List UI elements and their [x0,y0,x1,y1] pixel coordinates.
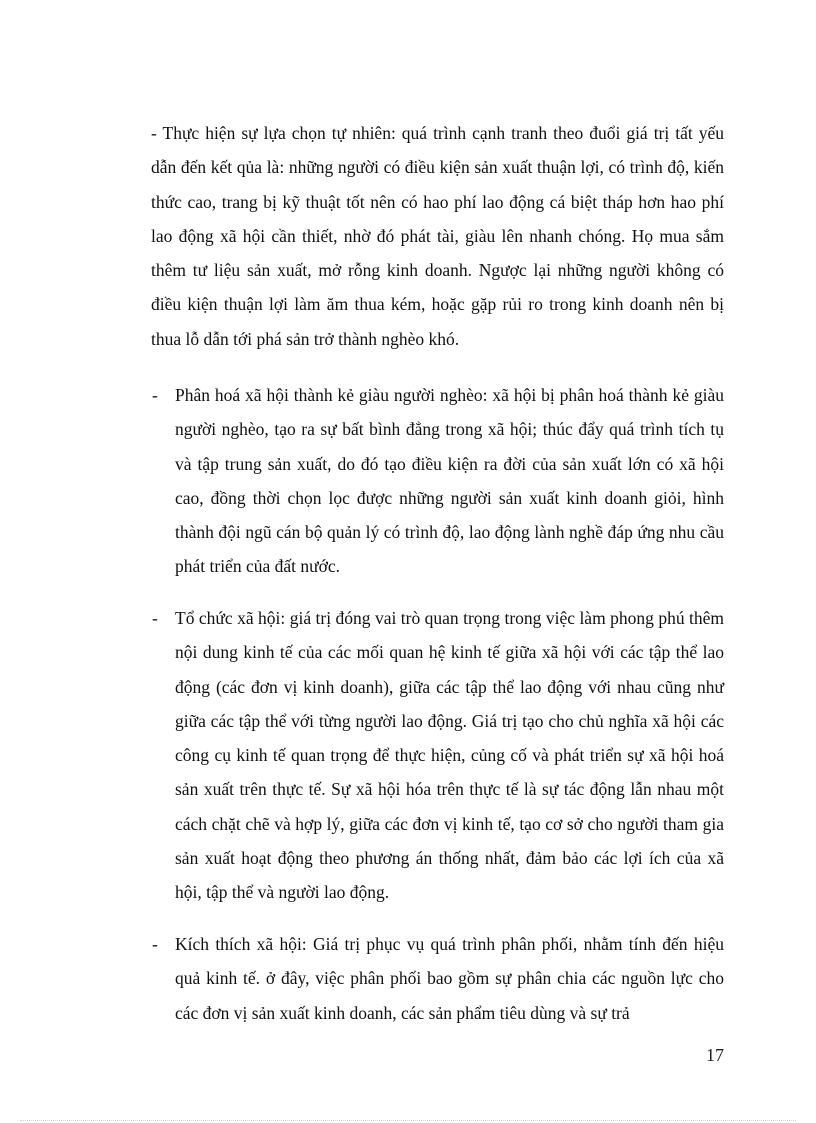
bullet-marker: - [152,385,158,405]
page-bottom-divider [20,1120,796,1121]
page-number: 17 [706,1045,724,1065]
intro-paragraph: - Thực hiện sự lựa chọn tự nhiên: quá trình cạnh tranh theo đuổi giá trị tất yếu dẫn đến kết qủa là: những người có điều kiện sản xuất thuận lợi, có trình độ, kiến thức cao, trang bị kỹ thuật tốt nên có hao phí lao động cá biệt tháp hơn hao phí lao động xã hội cần thiết, nhờ đó phát tài, giàu lên nhanh chóng. Họ mua sắm thêm tư liệu sản xuất, mở rỗng kinh doanh. Ngược lại những người không có điều kiện thuận lợi làm ăm thua kém, hoặc gặp rủi ro trong kinh doanh nên bị thua lỗ dẫn tới phá sản trở thành nghèo khó. [151,123,724,349]
bullet-text: Phân hoá xã hội thành kẻ giàu người nghèo: xã hội bị phân hoá thành kẻ giàu người nghèo, tạo ra sự bất bình đẳng trong xã hội; thúc đẩy quá trình tích tụ và tập trung sản xuất, do đó tạo điều kiện ra đời của sản xuất lớn có xã hội cao, đồng thời chọn lọc được những người sản xuất kinh doanh giỏi, hình thành đội ngũ cán bộ quản lý có trình độ, lao động lành nghề đáp ứng nhu cầu phát triển của đất nước. [175,385,724,577]
bullet-text: Tổ chức xã hội: giá trị đóng vai trò quan trọng trong việc làm phong phú thêm nội dung kinh tế của các mối quan hệ kinh tế giữa xã hội với các tập thể lao động (các đơn vị kinh doanh), giữa các tập thể lao động với nhau cũng như giữa các tập thể với từng người lao động. Giá trị tạo cho chủ nghĩa xã hội các công cụ kinh tế quan trọng để thực hiện, củng cố và phát triển sự xã hội hoá sản xuất trên thực tế. Sự xã hội hóa trên thực tế là sự tác động lẫn nhau một cách chặt chẽ và hợp lý, giữa các đơn vị kinh tế, tạo cơ sở cho người tham gia sản xuất hoạt động theo phương án thống nhất, đảm bảo các lợi ích của xã hội, tập thể và người lao động. [175,608,724,903]
bullet-marker: - [152,608,158,628]
bullet-text: Kích thích xã hội: Giá trị phục vụ quá trình phân phối, nhằm tính đến hiệu quả kinh tế. ở đây, việc phân phối bao gồm sự phân chia các nguồn lực cho các đơn vị sản xuất kinh doanh, các sản phẩm tiêu dùng và sự trả [175,934,724,1023]
bullet-marker: - [152,934,158,954]
